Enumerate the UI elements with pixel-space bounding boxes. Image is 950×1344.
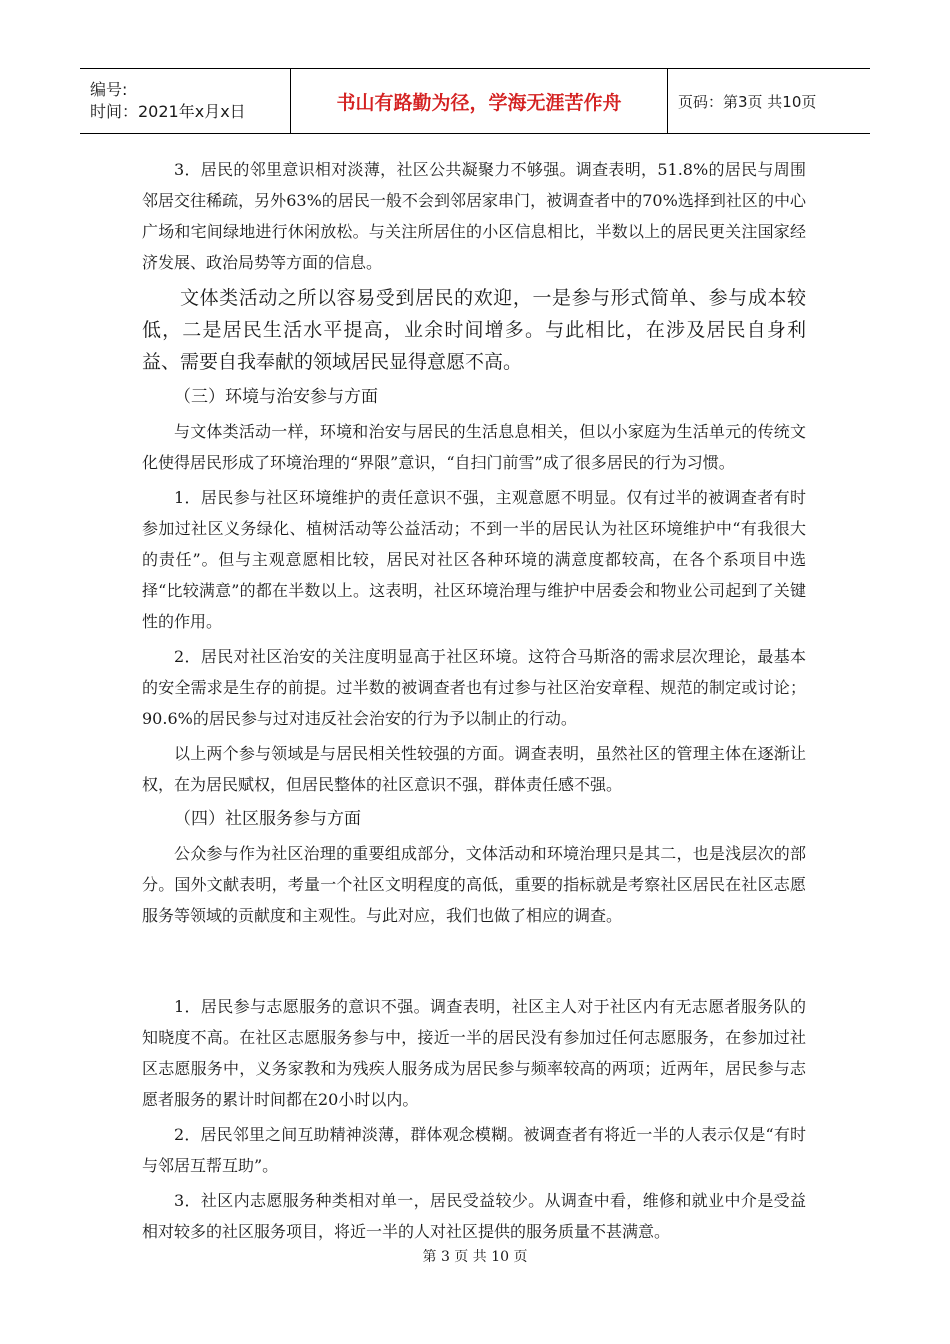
paragraph-gap [142, 947, 806, 975]
body-paragraph: 与文体类活动一样，环境和治安与居民的生活息息相关，但以小家庭为生活单元的传统文化使得居民形成了环境治理的“界限”意识，“自扫门前雪”成了很多居民的行为习惯。 [142, 422, 806, 472]
page-footer: 第 3 页 共 10 页 [422, 1249, 528, 1265]
header-number-label: 编号: [90, 80, 128, 99]
body-paragraph: 以上两个参与领域是与居民相关性较强的方面。调查表明，虽然社区的管理主体在逐渐让权，在为居民赋权，但居民整体的社区意识不强，群体责任感不强。 [142, 744, 806, 794]
body-paragraph: 2．居民邻里之间互助精神淡薄，群体观念模糊。被调查者有将近一半的人表示仅是“有时与邻居互帮互助”。 [142, 1125, 806, 1175]
body-paragraph: 1．居民参与社区环境维护的责任意识不强，主观意愿不明显。仅有过半的被调查者有时参加过社区义务绿化、植树活动等公益活动；不到一半的居民认为社区环境维护中“有我很大的责任”。但与主观意愿相比较，居民对社区各种环境的满意度都较高，在各个系项目中选择“比较满意”的都在半数以上。这表明，社区环境治理与维护中居委会和物业公司起到了关键性的作用。 [142, 488, 806, 631]
body-paragraph: 1．居民参与志愿服务的意识不强。调查表明，社区主人对于社区内有无志愿者服务队的知晓度不高。在社区志愿服务参与中，接近一半的居民没有参加过任何志愿服务，在参加过社区志愿服务中，义务家教和为残疾人服务成为居民参与频率较高的两项；近两年，居民参与志愿者服务的累计时间都在20小时以内。 [142, 997, 806, 1109]
header-page-info: 页码：第3页 共10页 [678, 92, 817, 111]
body-paragraph: 3．社区内志愿服务种类相对单一，居民受益较少。从调查中看，维修和就业中介是受益相对较多的社区服务项目，将近一半的人对社区提供的服务质量不甚满意。 [142, 1191, 806, 1241]
header-left-cell [80, 69, 291, 134]
document-body [142, 154, 806, 1251]
header-date-label: 时间：2021年x月x日 [90, 102, 246, 121]
section-heading: （四）社区服务参与方面 [174, 809, 361, 829]
body-paragraph: 3．居民的邻里意识相对淡薄，社区公共凝聚力不够强。调查表明，51.8%的居民与周围邻居交往稀疏，另外63%的居民一般不会到邻居家串门，被调查者中的70%选择到社区的中心广场和宅间绿地进行休闲放松。与关注所居住的小区信息相比，半数以上的居民更关注国家经济发展、政治局势等方面的信息。 [142, 160, 806, 272]
header-motto: 书山有路勤为径，学海无涯苦作舟 [291, 69, 668, 134]
page-header [80, 68, 870, 134]
body-paragraph: 文体类活动之所以容易受到居民的欢迎，一是参与形式简单、参与成本较低，二是居民生活水平提高，业余时间增多。与此相比，在涉及居民自身利益、需要自我奉献的领域居民显得意愿不高。 [142, 287, 806, 373]
body-paragraph: 2．居民对社区治安的关注度明显高于社区环境。这符合马斯洛的需求层次理论，最基本的安全需求是生存的前提。过半数的被调查者也有过参与社区治安章程、规范的制定或讨论；90.6%的居民参与过对违反社会治安的行为予以制止的行动。 [142, 647, 806, 728]
body-paragraph: 公众参与作为社区治理的重要组成部分，文体活动和环境治理只是其二，也是浅层次的部分。国外文献表明，考量一个社区文明程度的高低，重要的指标就是考察社区居民在社区志愿服务等领域的贡献度和主观性。与此对应，我们也做了相应的调查。 [142, 844, 806, 925]
section-heading: （三）环境与治安参与方面 [174, 387, 378, 407]
